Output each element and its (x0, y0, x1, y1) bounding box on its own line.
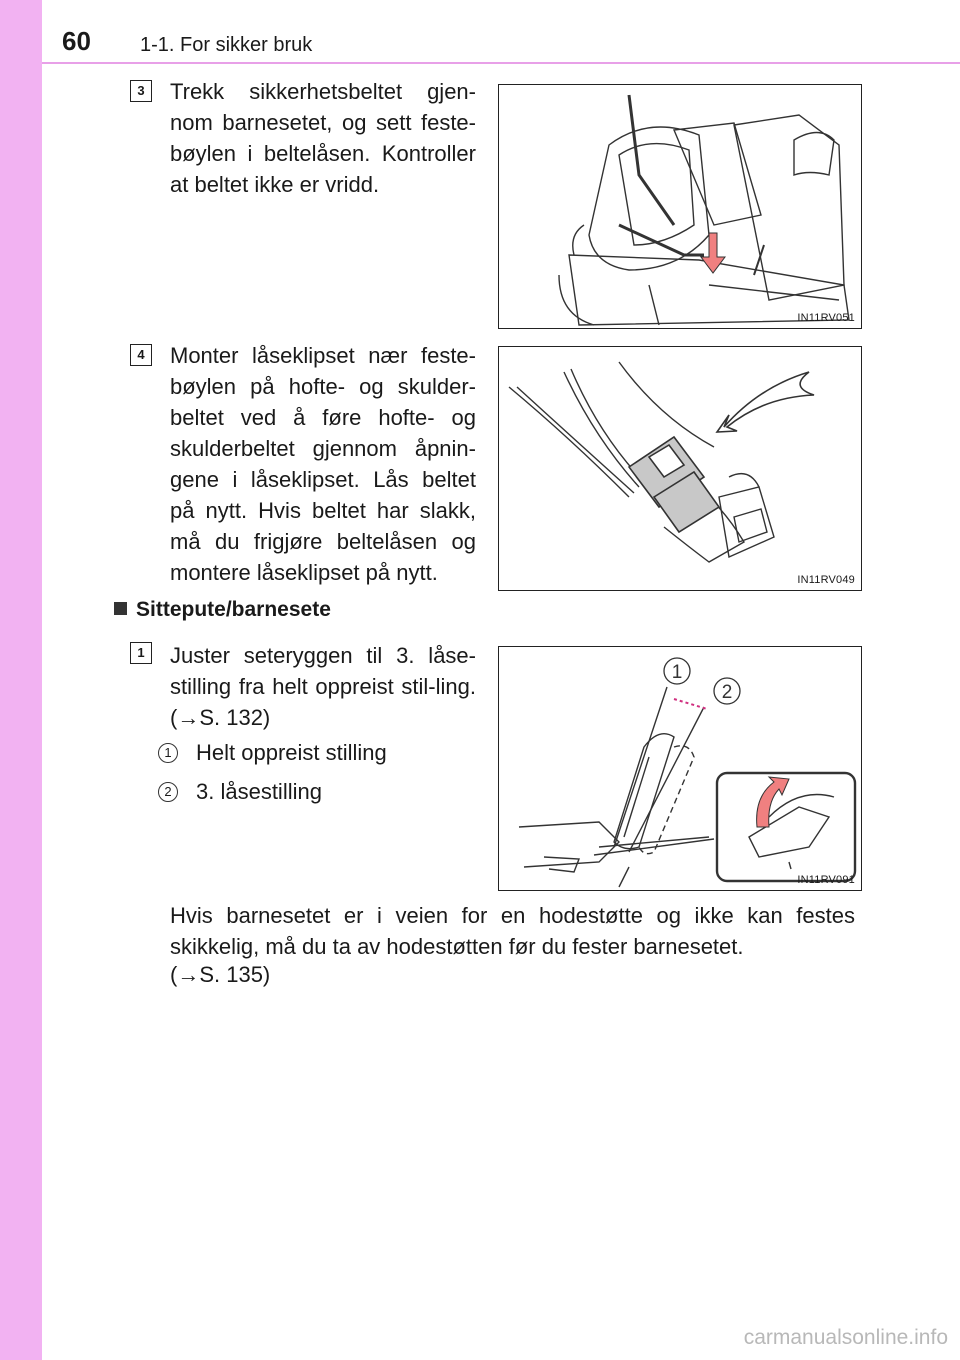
callout-2-label: 2 (721, 682, 733, 703)
figure-code: IN11RV049 (797, 574, 855, 586)
header-divider (42, 62, 960, 64)
section-heading (114, 598, 331, 622)
page-reference: (→S. 135) (170, 962, 271, 987)
bullet-square-icon (114, 602, 127, 615)
figure-code: IN11RV051 (797, 312, 855, 324)
sidebar-band (0, 0, 42, 1360)
item-number-1: 1 (158, 743, 178, 763)
figure-seatback-angle (498, 646, 862, 891)
watermark: carmanualsonline.info (743, 1326, 948, 1349)
step-3-text: Trekk sikkerhetsbeltet gjen-nom barnesetet, og sett feste-bøylen i beltelåsen. Kontroller at beltet ikke er vridd. (170, 79, 476, 197)
figure-code: IN11RV091 (797, 874, 855, 886)
figure-locking-clip (498, 346, 862, 591)
step-number-3: 3 (130, 80, 152, 102)
step-1-text: Juster seteryggen til 3. låse-stilling fra helt oppreist stil-ling. (→S. 132) (170, 643, 476, 730)
figure-child-seat-belt (498, 84, 862, 329)
callout-1-label: 1 (671, 662, 683, 683)
section-title: 1-1. For sikker bruk (140, 34, 313, 56)
page-number: 60 (62, 26, 91, 56)
step-4-text: Monter låseklipset nær feste-bøylen på hofte- og skulder-beltet ved å føre hofte- og skulderbeltet gjennom åpnin-gene i låseklipset. Lås beltet på nytt. Hvis beltet har slakk, må du frigjøre beltelåsen og montere låseklipset på nytt. (170, 343, 476, 585)
headrest-note: Hvis barnesetet er i veien for en hodestøtte og ikke kan festes skikkelig, må du ta av hodestøtten før du fester barnesetet. (170, 903, 855, 959)
step-number-4: 4 (130, 344, 152, 366)
item-number-2: 2 (158, 782, 178, 802)
item-label-upright: Helt oppreist stilling (196, 740, 387, 765)
seatback-illustration (499, 647, 862, 891)
item-label-lock-position: 3. låsestilling (196, 779, 322, 804)
locking-clip-illustration (499, 347, 862, 591)
step-number-1: 1 (130, 642, 152, 664)
child-seat-illustration (499, 85, 862, 329)
section-heading-text: Sittepute/barnesete (136, 598, 331, 621)
